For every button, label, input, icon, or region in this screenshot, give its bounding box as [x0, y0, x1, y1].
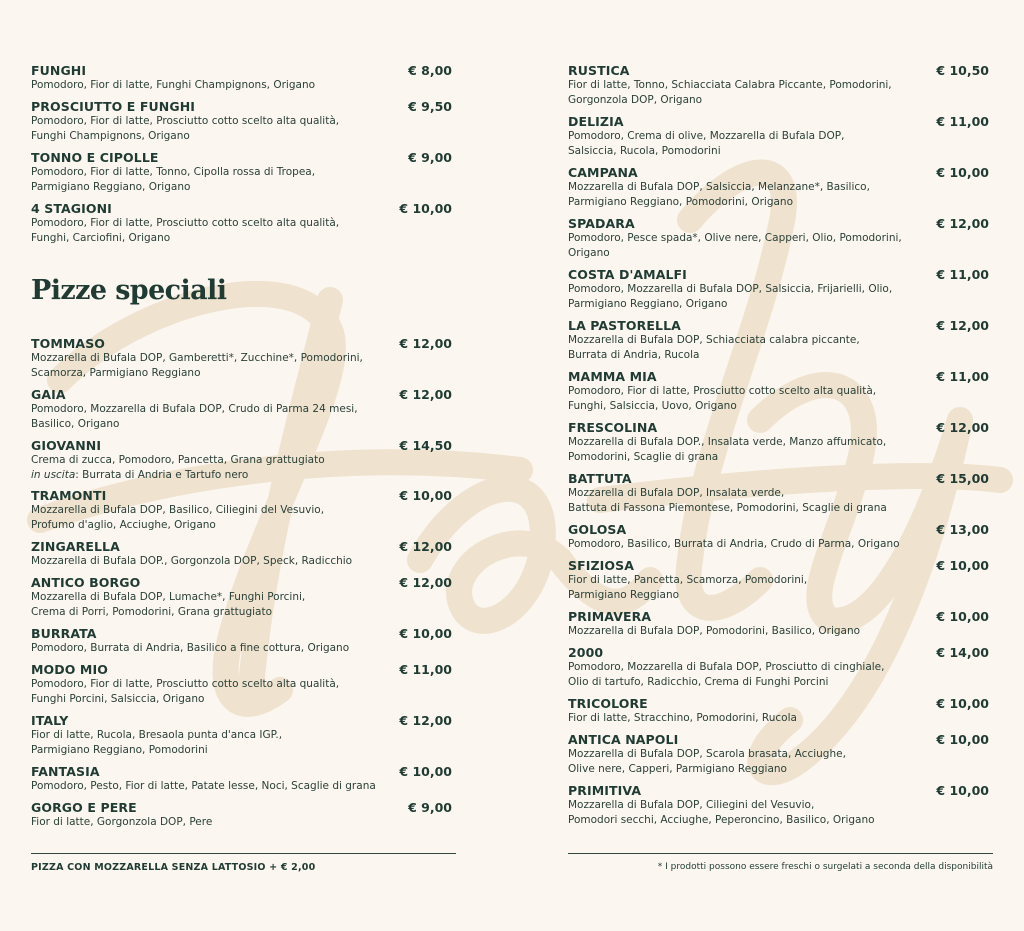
item-price: € 10,00 [936, 783, 989, 798]
menu-item [31, 662, 452, 707]
menu-item [568, 732, 989, 777]
item-name: SFIZIOSA [568, 558, 635, 573]
item-description: Pomodoro, Burrata di Andria, Basilico a fine cottura, Origano [31, 642, 350, 654]
item-price: € 10,00 [399, 488, 452, 503]
right-column [568, 63, 989, 834]
item-name: LA PASTORELLA [568, 318, 681, 333]
item-name: FANTASIA [31, 764, 100, 779]
item-name: TONNO E CIPOLLE [31, 150, 159, 165]
item-name: TRAMONTI [31, 488, 107, 503]
menu-item [31, 764, 452, 794]
item-price: € 11,00 [399, 662, 452, 677]
menu-item [31, 336, 452, 381]
item-price: € 12,00 [399, 575, 452, 590]
menu-item [31, 539, 452, 569]
lactose-free-note: PIZZA CON MOZZARELLA SENZA LATTOSIO + € 2,00 [31, 862, 316, 873]
item-price: € 10,50 [936, 63, 989, 78]
menu-item [568, 783, 989, 828]
item-description: Pomodoro, Pesto, Fior di latte, Patate lesse, Noci, Scaglie di grana [31, 780, 376, 792]
item-description: Pomodoro, Mozzarella di Bufala DOP, Crudo di Parma 24 mesi, Basilico, Origano [31, 403, 358, 430]
item-description: Mozzarella di Bufala DOP, Pomodorini, Basilico, Origano [568, 625, 861, 637]
menu-item [31, 488, 452, 533]
item-description: Pomodoro, Fior di latte, Prosciutto cotto scelto alta qualità, Funghi Champignons, Origano [31, 115, 340, 142]
item-name: GOLOSA [568, 522, 627, 537]
item-price: € 9,00 [408, 150, 452, 165]
menu-item [31, 201, 452, 246]
availability-disclaimer: * I prodotti possono essere freschi o surgelati a seconda della disponibilità [657, 862, 993, 872]
item-price: € 9,50 [408, 99, 452, 114]
item-description: Pomodoro, Fior di latte, Tonno, Cipolla rossa di Tropea, Parmigiano Reggiano, Origano [31, 166, 316, 193]
menu-item [31, 63, 452, 93]
item-name: DELIZIA [568, 114, 624, 129]
item-description: Mozzarella di Bufala DOP, Salsiccia, Melanzane*, Basilico, Parmigiano Reggiano, Pomodorini, Origano [568, 181, 870, 208]
item-price: € 12,00 [936, 216, 989, 231]
item-name: BATTUTA [568, 471, 632, 486]
item-description: Mozzarella di Bufala DOP, Basilico, Ciliegini del Vesuvio, Profumo d'aglio, Acciughe, Origano [31, 504, 325, 531]
menu-item [31, 626, 452, 656]
menu-item [31, 387, 452, 432]
menu-item [31, 99, 452, 144]
item-name: ANTICO BORGO [31, 575, 141, 590]
item-description: Pomodoro, Basilico, Burrata di Andria, Crudo di Parma, Origano [568, 538, 900, 550]
menu-item [568, 471, 989, 516]
item-name: ITALY [31, 713, 69, 728]
menu-item [568, 369, 989, 414]
item-price: € 12,00 [936, 318, 989, 333]
item-description: Mozzarella di Bufala DOP, Ciliegini del Vesuvio, Pomodori secchi, Acciughe, Peperoncino, Basilico, Origano [568, 799, 875, 826]
item-price: € 12,00 [399, 539, 452, 554]
item-name: GORGO E PERE [31, 800, 137, 815]
item-name: 4 STAGIONI [31, 201, 112, 216]
item-price: € 10,00 [399, 201, 452, 216]
menu-item [568, 420, 989, 465]
menu-item [31, 800, 452, 830]
item-price: € 12,00 [399, 336, 452, 351]
menu-item [568, 63, 989, 108]
menu-item [568, 609, 989, 639]
menu-item [568, 522, 989, 552]
item-price: € 10,00 [936, 165, 989, 180]
item-description: Mozzarella di Bufala DOP, Scarola brasata, Acciughe, Olive nere, Capperi, Parmigiano Reggiano [568, 748, 846, 775]
menu-item [568, 558, 989, 603]
footer-divider-right [568, 853, 993, 854]
item-price: € 14,50 [399, 438, 452, 453]
item-name: GIOVANNI [31, 438, 102, 453]
item-price: € 9,00 [408, 800, 452, 815]
item-name: COSTA D'AMALFI [568, 267, 687, 282]
item-price: € 15,00 [936, 471, 989, 486]
menu-item [568, 318, 989, 363]
item-description: Pomodoro, Pesce spada*, Olive nere, Capperi, Olio, Pomodorini, Origano [568, 232, 902, 259]
section-title: Pizze speciali [31, 275, 227, 306]
menu-item [568, 165, 989, 210]
menu-item [568, 645, 989, 690]
item-name: MODO MIO [31, 662, 108, 677]
item-price: € 8,00 [408, 63, 452, 78]
item-description: Fior di latte, Rucola, Bresaola punta d'anca IGP., Parmigiano Reggiano, Pomodorini [31, 729, 283, 756]
item-name: BURRATA [31, 626, 97, 641]
menu-item [568, 216, 989, 261]
item-name: PRIMAVERA [568, 609, 652, 624]
item-description: Crema di zucca, Pomodoro, Pancetta, Grana grattugiato [31, 454, 325, 466]
item-name: ZINGARELLA [31, 539, 120, 554]
menu-item [31, 575, 452, 620]
item-description: Mozzarella di Bufala DOP, Insalata verde, Battuta di Fassona Piemontese, Pomodorini, Scaglie di grana [568, 487, 887, 514]
item-description: Fior di latte, Stracchino, Pomodorini, Rucola [568, 712, 797, 724]
note-prefix: in uscita [31, 469, 76, 481]
item-price: € 10,00 [399, 626, 452, 641]
item-description: Pomodoro, Fior di latte, Prosciutto cotto scelto alta qualità, Funghi, Salsiccia, Uovo, Origano [568, 385, 877, 412]
item-price: € 12,00 [936, 420, 989, 435]
item-description: Fior di latte, Pancetta, Scamorza, Pomodorini, Parmigiano Reggiano [568, 574, 808, 601]
item-description: Pomodoro, Fior di latte, Prosciutto cotto scelto alta qualità, Funghi, Carciofini, Origano [31, 217, 340, 244]
item-description: Fior di latte, Gorgonzola DOP, Pere [31, 816, 213, 828]
item-price: € 13,00 [936, 522, 989, 537]
menu-item [31, 150, 452, 195]
item-description: Mozzarella di Bufala DOP, Schiacciata calabra piccante, Burrata di Andria, Rucola [568, 334, 860, 361]
item-price: € 11,00 [936, 369, 989, 384]
item-price: € 12,00 [399, 713, 452, 728]
item-note [31, 468, 452, 482]
item-name: ANTICA NAPOLI [568, 732, 679, 747]
menu-item [31, 713, 452, 758]
item-price: € 10,00 [936, 609, 989, 624]
item-name: CAMPANA [568, 165, 638, 180]
item-name: 2000 [568, 645, 604, 660]
item-price: € 14,00 [936, 645, 989, 660]
item-name: TRICOLORE [568, 696, 648, 711]
item-price: € 12,00 [399, 387, 452, 402]
item-description: Pomodoro, Fior di latte, Prosciutto cotto scelto alta qualità, Funghi Porcini, Salsiccia, Origano [31, 678, 340, 705]
item-price: € 11,00 [936, 267, 989, 282]
menu-item [568, 696, 989, 726]
item-price: € 10,00 [399, 764, 452, 779]
item-name: FRESCOLINA [568, 420, 658, 435]
item-description: Mozzarella di Bufala DOP., Insalata verde, Manzo affumicato, Pomodorini, Scaglie di grana [568, 436, 887, 463]
item-name: RUSTICA [568, 63, 630, 78]
item-name: FUNGHI [31, 63, 87, 78]
item-price: € 10,00 [936, 696, 989, 711]
item-name: GAIA [31, 387, 66, 402]
menu-item [568, 114, 989, 159]
menu-item [568, 267, 989, 312]
item-name: TOMMASO [31, 336, 106, 351]
item-name: PRIMITIVA [568, 783, 642, 798]
item-price: € 10,00 [936, 558, 989, 573]
item-description: Pomodoro, Crema di olive, Mozzarella di Bufala DOP, Salsiccia, Rucola, Pomodorini [568, 130, 845, 157]
item-price: € 11,00 [936, 114, 989, 129]
item-description: Mozzarella di Bufala DOP., Gorgonzola DOP, Speck, Radicchio [31, 555, 353, 567]
item-name: MAMMA MIA [568, 369, 657, 384]
item-description: Mozzarella di Bufala DOP, Gamberetti*, Zucchine*, Pomodorini, Scamorza, Parmigiano Reggiano [31, 352, 363, 379]
item-description: Pomodoro, Mozzarella di Bufala DOP, Prosciutto di cinghiale, Olio di tartufo, Radicchio, Crema di Funghi Porcini [568, 661, 885, 688]
footer-divider-left [31, 853, 456, 854]
item-name: SPADARA [568, 216, 635, 231]
left-column [31, 63, 452, 836]
note-text: : Burrata di Andria e Tartufo nero [75, 469, 249, 481]
item-price: € 10,00 [936, 732, 989, 747]
item-description: Fior di latte, Tonno, Schiacciata Calabra Piccante, Pomodorini, Gorgonzola DOP, Origano [568, 79, 892, 106]
menu-item [31, 438, 452, 482]
item-description: Pomodoro, Fior di latte, Funghi Champignons, Origano [31, 79, 316, 91]
item-name: PROSCIUTTO E FUNGHI [31, 99, 196, 114]
item-description: Mozzarella di Bufala DOP, Lumache*, Funghi Porcini, Crema di Porri, Pomodorini, Grana grattugiato [31, 591, 306, 618]
item-description: Pomodoro, Mozzarella di Bufala DOP, Salsiccia, Frijarielli, Olio, Parmigiano Reggiano, Origano [568, 283, 893, 310]
